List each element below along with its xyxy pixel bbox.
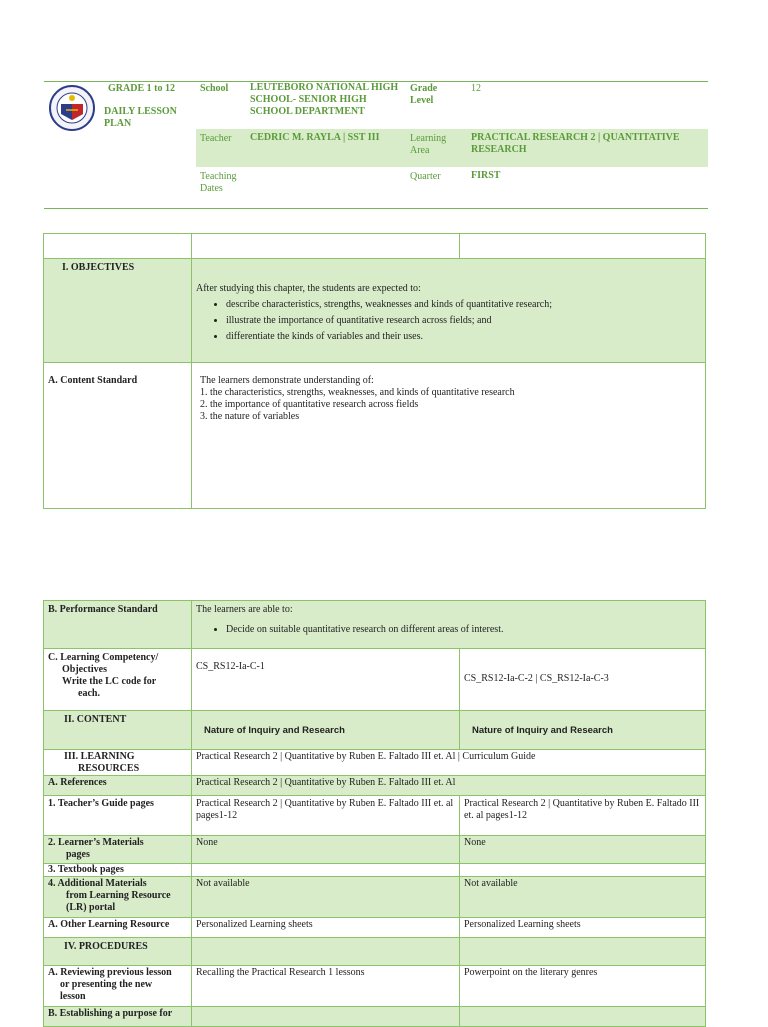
- content-standard-line: 1. the characteristics, strengths, weaknesses, and kinds of quantitative research: [200, 387, 515, 398]
- reviewing-cell-1: [192, 966, 460, 1007]
- objectives-heading: I. OBJECTIVES: [62, 262, 135, 273]
- reviewing-label-line: or presenting the new: [60, 979, 153, 990]
- blank-header-cell: [460, 234, 706, 259]
- reviewing-value-1: Recalling the Practical Research 1 lessons: [196, 967, 365, 978]
- performance-standard-label: B. Performance Standard: [48, 604, 158, 615]
- competency-code-cell-2: [460, 649, 706, 711]
- procedures-cell-2: [460, 938, 706, 966]
- competency-label-line: C. Learning Competency/: [48, 652, 159, 663]
- teachers-guide-value-1: Practical Research 2 | Quantitative by Ruben E. Faltado III et. al pages1-12: [196, 798, 454, 821]
- teacher-value: CEDRIC M. RAYLA | SST III: [250, 132, 380, 143]
- objective-item: • describe characteristics, strengths, weaknesses and kinds of quantitative research;: [226, 299, 701, 311]
- textbook-cell-2: [460, 864, 706, 877]
- competency-code-2: CS_RS12-Ia-C-2 | CS_RS12-Ia-C-3: [464, 673, 609, 684]
- references-label-cell: [44, 776, 192, 796]
- other-resource-cell-2: [460, 918, 706, 938]
- blank-header-cell: [44, 234, 192, 259]
- content-standard-line: 2. the importance of quantitative research across fields: [200, 399, 419, 410]
- quarter-value: FIRST: [471, 170, 501, 181]
- competency-label-line: each.: [78, 688, 100, 699]
- performance-standard-cell: [192, 601, 706, 649]
- learners-materials-value-2: None: [464, 837, 486, 848]
- performance-standard-list: [196, 624, 701, 636]
- additional-materials-label-line: from Learning Resource: [66, 890, 171, 901]
- textbook-cell-1: [192, 864, 460, 877]
- references-label: A. References: [48, 777, 107, 788]
- establishing-label: B. Establishing a purpose for: [48, 1008, 173, 1019]
- other-resource-label-cell: [44, 918, 192, 938]
- lesson-details-table: [43, 600, 706, 1027]
- procedures-label-cell: [44, 938, 192, 966]
- procedures-label: IV. PROCEDURES: [64, 941, 148, 952]
- learners-materials-value-1: None: [196, 837, 218, 848]
- area-label: Learning Area: [410, 133, 447, 156]
- additional-materials-value-1: Not available: [196, 878, 250, 889]
- textbook-label: 3. Textbook pages: [48, 864, 124, 875]
- references-value: Practical Research 2 | Quantitative by Ruben E. Faltado III et. Al: [196, 777, 456, 788]
- additional-materials-value-2: Not available: [464, 878, 518, 889]
- other-resource-value-1: Personalized Learning sheets: [196, 919, 313, 930]
- grade-label: Grade Level: [410, 83, 438, 106]
- competency-label-line: Write the LC code for: [62, 676, 157, 687]
- header-bottom-rule: [44, 208, 708, 209]
- objective-item: • illustrate the importance of quantitative research across fields; and: [226, 315, 701, 327]
- content-standard-label-cell: [44, 363, 192, 509]
- other-resource-value-2: Personalized Learning sheets: [464, 919, 581, 930]
- learners-materials-cell-2: [460, 836, 706, 864]
- learners-materials-label-line: pages: [66, 849, 90, 860]
- objectives-content-cell: [192, 259, 706, 363]
- performance-standard-intro: The learners are able to:: [196, 604, 293, 615]
- teachers-guide-cell-1: [192, 796, 460, 836]
- additional-materials-cell-2: [460, 877, 706, 918]
- grade-range: GRADE 1 to 12: [108, 83, 175, 94]
- content-topic-1: Nature of Inquiry and Research: [204, 725, 345, 736]
- additional-materials-cell-1: [192, 877, 460, 918]
- learning-resources-cell: [192, 750, 706, 776]
- content-topic-2: Nature of Inquiry and Research: [472, 725, 613, 736]
- deped-seal-icon: [48, 84, 96, 132]
- references-cell: [192, 776, 706, 796]
- dates-label: Teaching Dates: [200, 171, 237, 194]
- performance-standard-label-cell: [44, 601, 192, 649]
- additional-materials-label-line: 4. Additional Materials: [48, 878, 147, 889]
- learning-resources-label-cell: [44, 750, 192, 776]
- learning-resources-label-line: III. LEARNING: [64, 751, 135, 762]
- competency-code-1: CS_RS12-Ia-C-1: [196, 661, 265, 672]
- objectives-intro: After studying this chapter, the students are expected to:: [196, 283, 421, 294]
- additional-materials-label-cell: [44, 877, 192, 918]
- reviewing-value-2: Powerpoint on the literary genres: [464, 967, 598, 978]
- procedures-cell-1: [192, 938, 460, 966]
- content-cell-2: [460, 711, 706, 750]
- teachers-guide-value-2: Practical Research 2 | Quantitative by Ruben E. Faltado III et. al pages1-12: [464, 798, 700, 821]
- teachers-guide-label: 1. Teacher’s Guide pages: [48, 798, 154, 809]
- competency-label-line: Objectives: [62, 664, 107, 675]
- content-cell-1: [192, 711, 460, 750]
- competency-label-cell: [44, 649, 192, 711]
- objectives-label-cell: [44, 259, 192, 363]
- reviewing-label-cell: [44, 966, 192, 1007]
- blank-header-cell: [192, 234, 460, 259]
- additional-materials-label-line: (LR) portal: [66, 902, 116, 913]
- teachers-guide-cell-2: [460, 796, 706, 836]
- content-standard-label: A. Content Standard: [48, 375, 138, 386]
- objectives-table: [43, 233, 706, 509]
- teacher-label: Teacher: [200, 133, 232, 144]
- competency-code-cell-1: [192, 649, 460, 711]
- content-standard-line: The learners demonstrate understanding of:: [200, 375, 374, 386]
- other-resource-label: A. Other Learning Resource: [48, 919, 170, 930]
- area-value: PRACTICAL RESEARCH 2 | QUANTITATIVE RESEARCH: [471, 132, 680, 155]
- reviewing-label-line: lesson: [60, 991, 86, 1002]
- content-standard-cell: [192, 363, 706, 509]
- reviewing-label-line: A. Reviewing previous lesson: [48, 967, 172, 978]
- learners-materials-cell-1: [192, 836, 460, 864]
- reviewing-cell-2: [460, 966, 706, 1007]
- content-label-cell: [44, 711, 192, 750]
- content-standard-line: 3. the nature of variables: [200, 411, 300, 422]
- content-label: II. CONTENT: [64, 714, 127, 725]
- objectives-list: [196, 299, 701, 343]
- teachers-guide-label-cell: [44, 796, 192, 836]
- learners-materials-label-cell: [44, 836, 192, 864]
- plan-title: DAILY LESSON PLAN: [104, 106, 177, 129]
- objective-item: • differentiate the kinds of variables and their uses.: [226, 331, 701, 343]
- learners-materials-label-line: 2. Learner’s Materials: [48, 837, 144, 848]
- other-resource-cell-1: [192, 918, 460, 938]
- grade-value: 12: [471, 83, 481, 94]
- performance-standard-item: • Decide on suitable quantitative research on different areas of interest.: [226, 624, 701, 636]
- learning-resources-value: Practical Research 2 | Quantitative by Ruben E. Faltado III et. Al | Curriculum Guide: [196, 751, 536, 762]
- textbook-label-cell: [44, 864, 192, 877]
- school-label: School: [200, 83, 229, 94]
- quarter-label: Quarter: [410, 171, 441, 182]
- learning-resources-label-line: RESOURCES: [78, 763, 140, 774]
- school-value: LEUTEBORO NATIONAL HIGH SCHOOL- SENIOR HIGH SCHOOL DEPARTMENT: [250, 82, 399, 117]
